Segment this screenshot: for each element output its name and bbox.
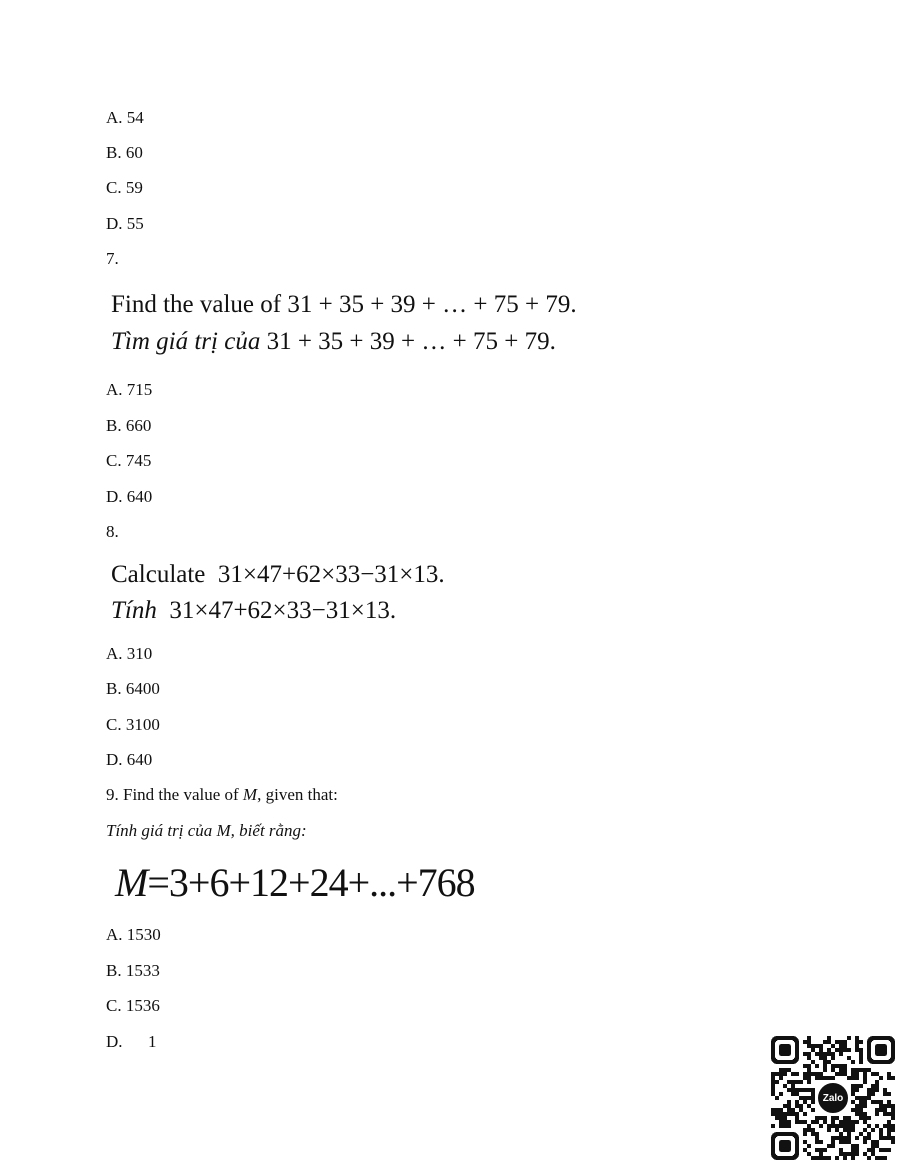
q8-prompt-vi [111, 596, 396, 626]
q7-option-d: D. 640 [106, 487, 153, 506]
q8-option-a: A. 310 [106, 644, 153, 663]
q7-option-a: A. 715 [106, 380, 153, 399]
q9-prompt-en-tail: , given that: [257, 785, 338, 804]
q7-prompt-vi-lead: Tìm giá trị của [111, 328, 261, 355]
q7-prompt-vi [111, 327, 556, 357]
q8-number: 8. [106, 522, 119, 541]
q9-equation-var: M [115, 860, 148, 905]
q9-prompt-en-lead: 9. Find the value of [106, 785, 243, 804]
q8-prompt-en: Calculate 31×47+62×33−31×13. [111, 561, 445, 588]
q6-option-a: A. 54 [106, 108, 144, 127]
q9-equation [115, 860, 475, 906]
q6-option-b: B. 60 [106, 143, 143, 162]
q9-option-d: D. 1 [106, 1032, 157, 1051]
q7-option-b: B. 660 [106, 416, 152, 435]
q8-option-c: C. 3100 [106, 715, 160, 734]
q9-prompt-vi: Tính giá trị của M, biết rằng: [106, 821, 307, 840]
q8-option-b: B. 6400 [106, 679, 160, 698]
q6-option-d: D. 55 [106, 214, 144, 233]
q7-number: 7. [106, 249, 119, 268]
q9-option-a: A. 1530 [106, 925, 161, 944]
q9-option-c: C. 1536 [106, 996, 160, 1015]
zalo-qr-code-icon [771, 1036, 895, 1160]
q7-prompt-vi-expr: 31 + 35 + 39 + … + 75 + 79. [260, 328, 556, 355]
zalo-logo-badge: Zalo [815, 1080, 851, 1116]
q9-prompt-en-var: M [242, 785, 258, 804]
q7-prompt-en: Find the value of 31 + 35 + 39 + … + 75 + 79. [111, 291, 577, 318]
q9-option-b: B. 1533 [106, 961, 160, 980]
q9-equation-rest: =3+6+12+24+...+768 [147, 860, 475, 905]
q8-option-d: D. 640 [106, 750, 153, 769]
q6-option-c: C. 59 [106, 178, 143, 197]
q9-prompt-en [106, 785, 338, 805]
q7-option-c: C. 745 [106, 451, 152, 470]
q8-prompt-vi-lead: Tính [111, 597, 157, 624]
q8-prompt-vi-expr: 31×47+62×33−31×13. [156, 597, 397, 624]
